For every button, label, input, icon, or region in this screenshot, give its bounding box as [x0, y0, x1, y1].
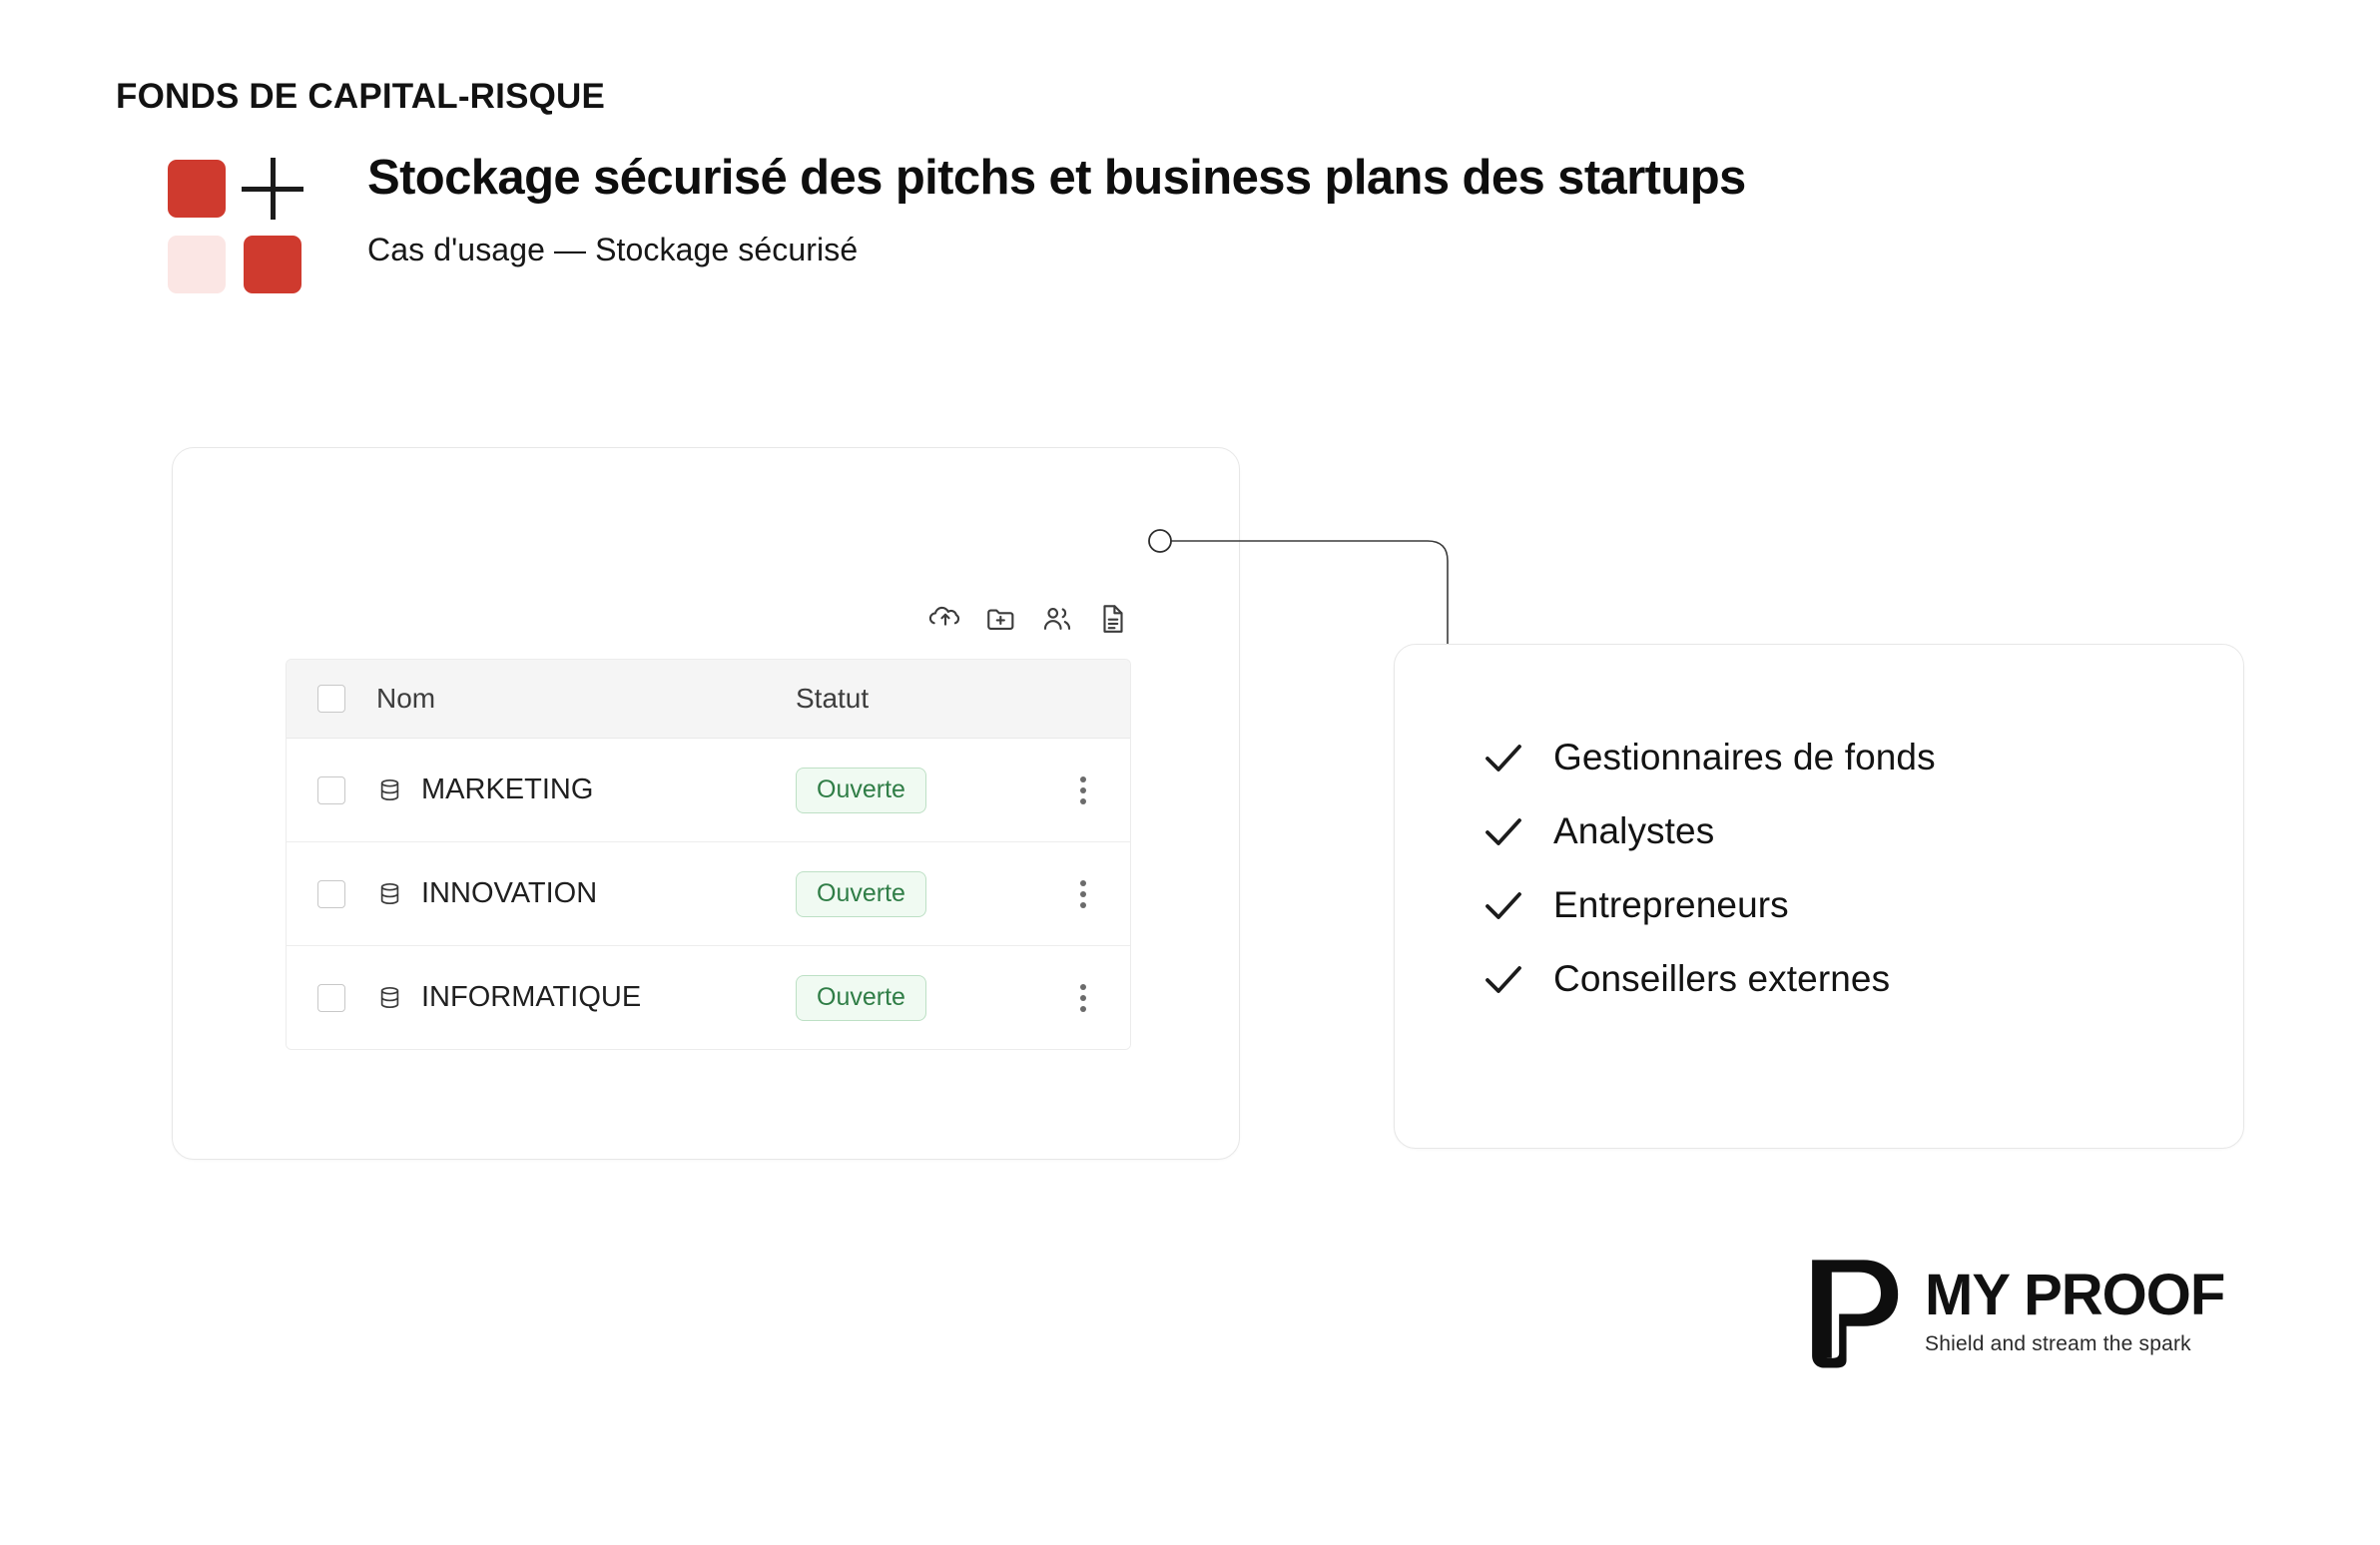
- status-badge: Ouverte: [796, 975, 926, 1021]
- check-icon: [1480, 881, 1527, 929]
- row-checkbox[interactable]: [317, 880, 345, 908]
- row-actions-cell[interactable]: [1035, 875, 1130, 913]
- row-actions-cell[interactable]: [1035, 772, 1130, 809]
- column-header-status: Statut: [796, 683, 870, 714]
- check-icon: [1480, 734, 1527, 781]
- select-all-checkbox[interactable]: [317, 685, 345, 713]
- new-folder-icon[interactable]: [984, 602, 1018, 636]
- square-red-icon: [168, 160, 226, 218]
- list-item: [1480, 955, 2198, 1003]
- row-status-cell: [796, 768, 1035, 813]
- upload-icon[interactable]: [928, 602, 962, 636]
- more-options-icon[interactable]: [1079, 875, 1087, 913]
- list-item-label: Conseillers externes: [1553, 958, 1891, 999]
- row-name-cell: [376, 773, 796, 806]
- brand-text-block: [1925, 1263, 2225, 1356]
- square-light-icon: [168, 236, 226, 293]
- row-select-cell[interactable]: [287, 776, 376, 804]
- table-row[interactable]: [287, 739, 1130, 842]
- page-header: [168, 140, 1746, 289]
- share-users-icon[interactable]: [1040, 602, 1074, 636]
- square-red-bottom-icon: [244, 236, 301, 293]
- myproof-mark-icon: [1787, 1253, 1911, 1370]
- audience-list: [1480, 734, 2198, 1003]
- list-item-label: Gestionnaires de fonds: [1553, 737, 1936, 777]
- more-options-icon[interactable]: [1079, 979, 1087, 1017]
- table-row[interactable]: [287, 842, 1130, 946]
- plus-icon: [244, 160, 301, 218]
- list-item-label: Analystes: [1553, 810, 1715, 851]
- more-options-icon[interactable]: [1079, 772, 1087, 809]
- row-status-cell: [796, 975, 1035, 1021]
- list-item-label: Entrepreneurs: [1553, 884, 1789, 925]
- check-icon: [1480, 955, 1527, 1003]
- list-item: [1480, 734, 2198, 781]
- header-text-block: [367, 140, 1746, 268]
- row-name-label: INFORMATIQUE: [421, 981, 642, 1013]
- brand-name: MY PROOF: [1925, 1263, 2225, 1327]
- database-icon: [376, 880, 403, 907]
- check-icon: [1480, 807, 1527, 855]
- row-name-label: MARKETING: [421, 773, 594, 805]
- select-all-cell[interactable]: [287, 685, 376, 713]
- folders-table: [286, 659, 1131, 1050]
- table-row[interactable]: [287, 946, 1130, 1049]
- page-title: Stockage sécurisé des pitchs et business plans des startups: [367, 151, 1746, 205]
- row-actions-cell[interactable]: [1035, 979, 1130, 1017]
- brand-squares-logo: [168, 140, 315, 289]
- database-icon: [376, 984, 403, 1011]
- row-checkbox[interactable]: [317, 776, 345, 804]
- file-toolbar: [928, 602, 1130, 636]
- list-item: [1480, 881, 2198, 929]
- column-header-name: Nom: [376, 683, 436, 714]
- status-badge: Ouverte: [796, 871, 926, 917]
- row-name-cell: [376, 981, 796, 1014]
- row-status-cell: [796, 871, 1035, 917]
- row-name-cell: [376, 877, 796, 910]
- status-badge: Ouverte: [796, 768, 926, 813]
- brand-logo: [1787, 1253, 2224, 1370]
- list-item: [1480, 807, 2198, 855]
- document-icon[interactable]: [1096, 602, 1130, 636]
- brand-tagline: Shield and stream the spark: [1925, 1332, 2191, 1355]
- row-select-cell[interactable]: [287, 880, 376, 908]
- left-panel-title: FONDS DE CAPITAL-RISQUE: [116, 77, 606, 116]
- table-header-row: [287, 660, 1130, 739]
- row-name-label: INNOVATION: [421, 877, 598, 909]
- database-icon: [376, 776, 403, 803]
- row-select-cell[interactable]: [287, 984, 376, 1012]
- page-subtitle: Cas d'usage — Stockage sécurisé: [367, 232, 859, 268]
- row-checkbox[interactable]: [317, 984, 345, 1012]
